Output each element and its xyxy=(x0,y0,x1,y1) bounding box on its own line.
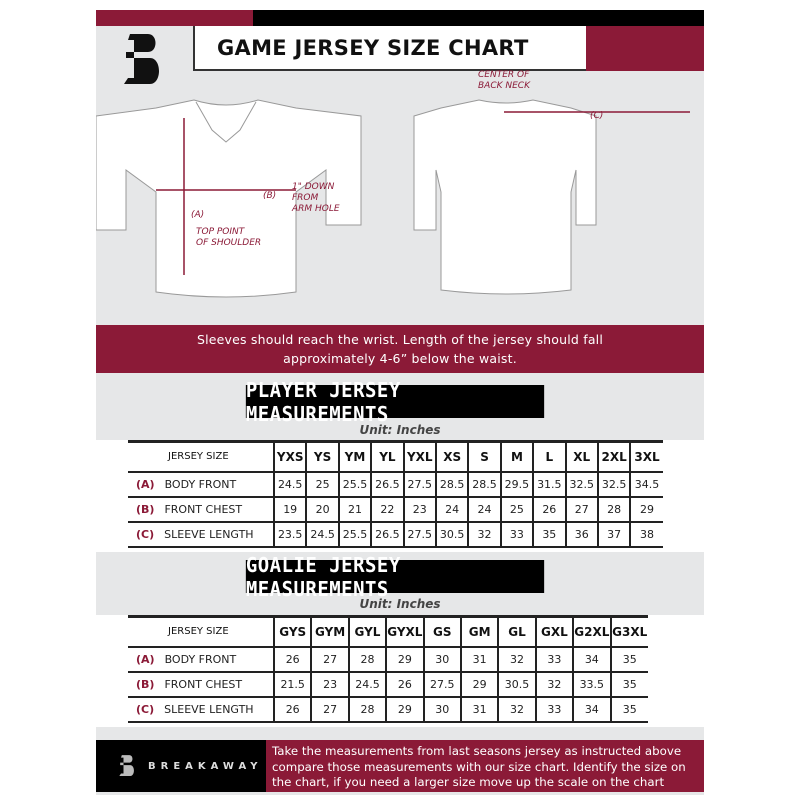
jersey-size-header: JERSEY SIZE xyxy=(128,442,274,472)
measurement-cell: 21.5 xyxy=(274,672,311,697)
row-letter: (A) xyxy=(136,652,155,666)
size-header-g2xl: G2XL xyxy=(573,617,610,647)
size-header-gm: GM xyxy=(461,617,498,647)
row-name: BODY FRONT xyxy=(164,477,237,491)
measurement-cell: 35 xyxy=(611,697,648,722)
label-a: (A) xyxy=(191,210,205,220)
goalie-unit: Unit: Inches xyxy=(359,597,441,611)
size-header-m: M xyxy=(501,442,533,472)
table-header-row xyxy=(128,442,663,472)
row-label xyxy=(128,497,274,522)
row-label xyxy=(128,672,274,697)
measurement-cell: 24.5 xyxy=(349,672,386,697)
footer-brand xyxy=(96,740,266,792)
measurement-cell: 35 xyxy=(611,672,648,697)
measurement-cell: 30 xyxy=(424,697,461,722)
measurement-cell: 26.5 xyxy=(371,522,403,547)
measurement-cell: 25 xyxy=(501,497,533,522)
measurement-cell: 33.5 xyxy=(573,672,610,697)
page-title: GAME JERSEY SIZE CHART xyxy=(193,26,586,71)
measurement-cell: 33 xyxy=(536,697,573,722)
player-size-table xyxy=(128,440,663,548)
jersey-size-header: JERSEY SIZE xyxy=(128,617,274,647)
table-row xyxy=(128,647,648,672)
size-header-yxl: YXL xyxy=(404,442,436,472)
measurement-cell: 24 xyxy=(468,497,500,522)
player-section-title: PLAYER JERSEY MEASUREMENTS xyxy=(246,385,544,418)
size-header-2xl: 2XL xyxy=(598,442,630,472)
row-name: FRONT CHEST xyxy=(164,677,243,691)
measurement-cell: 24 xyxy=(436,497,468,522)
title-accent-block xyxy=(586,26,704,71)
measurement-cell: 23.5 xyxy=(274,522,306,547)
top-accent-bar xyxy=(96,10,253,26)
measurement-cell: 29 xyxy=(630,497,662,522)
size-header-gyl: GYL xyxy=(349,617,386,647)
row-label xyxy=(128,697,274,722)
size-header-ys: YS xyxy=(306,442,338,472)
banner-line-1: Sleeves should reach the wrist. Length of the jersey should fall xyxy=(196,332,604,347)
measurement-cell: 31 xyxy=(461,697,498,722)
size-header-gxl: GXL xyxy=(536,617,573,647)
size-header-gl: GL xyxy=(498,617,535,647)
measurement-cell: 23 xyxy=(404,497,436,522)
size-header-xs: XS xyxy=(436,442,468,472)
measurement-cell: 20 xyxy=(306,497,338,522)
table-row xyxy=(128,472,663,497)
measurement-cell: 27.5 xyxy=(424,672,461,697)
measurement-cell: 28 xyxy=(349,647,386,672)
fit-instructions-banner xyxy=(96,325,704,373)
measurement-cell: 32 xyxy=(468,522,500,547)
measurement-cell: 37 xyxy=(598,522,630,547)
measurement-cell: 27 xyxy=(311,697,348,722)
measurement-cell: 28 xyxy=(349,697,386,722)
table-row xyxy=(128,697,648,722)
size-chart-page xyxy=(96,10,704,795)
size-header-yl: YL xyxy=(371,442,403,472)
measurement-cell: 24.5 xyxy=(306,522,338,547)
size-header-gys: GYS xyxy=(274,617,311,647)
measurement-cell: 25 xyxy=(306,472,338,497)
goalie-size-table xyxy=(128,615,648,723)
measurement-cell: 35 xyxy=(611,647,648,672)
measurement-cell: 26 xyxy=(386,672,423,697)
measurement-cell: 28.5 xyxy=(468,472,500,497)
measurement-cell: 27 xyxy=(566,497,598,522)
brand-name: BREAKAWAY xyxy=(148,760,263,772)
measurement-cell: 30.5 xyxy=(436,522,468,547)
label-a-desc: TOP POINT OF SHOULDER xyxy=(196,227,262,248)
size-header-ym: YM xyxy=(339,442,371,472)
measurement-cell: 26 xyxy=(533,497,565,522)
measurement-cell: 32 xyxy=(498,697,535,722)
measurement-cell: 27 xyxy=(311,647,348,672)
row-letter: (B) xyxy=(136,677,155,691)
measurement-cell: 29 xyxy=(461,672,498,697)
row-label xyxy=(128,522,274,547)
size-header-yxs: YXS xyxy=(274,442,306,472)
measurement-cell: 29.5 xyxy=(501,472,533,497)
top-black-bar xyxy=(253,10,704,26)
breakaway-logo-small xyxy=(116,753,136,779)
row-name: BODY FRONT xyxy=(164,652,237,666)
row-letter: (A) xyxy=(136,477,155,491)
measurement-cell: 24.5 xyxy=(274,472,306,497)
row-letter: (C) xyxy=(136,527,155,541)
footer xyxy=(96,740,704,792)
size-header-gyxl: GYXL xyxy=(386,617,423,647)
row-label xyxy=(128,472,274,497)
table-header-row xyxy=(128,617,648,647)
size-header-g3xl: G3XL xyxy=(611,617,648,647)
measurement-cell: 28.5 xyxy=(436,472,468,497)
measurement-cell: 28 xyxy=(598,497,630,522)
measurement-cell: 23 xyxy=(311,672,348,697)
label-b-desc: 1" DOWN FROM ARM HOLE xyxy=(292,182,340,214)
measurement-cell: 38 xyxy=(630,522,662,547)
label-b: (B) xyxy=(263,191,277,201)
footer-note: Take the measurements from last seasons jersey as instructed above compare those measurements with our size chart. Identify the size on the chart, if you need a larger size move up the scale on the chart xyxy=(266,740,704,792)
measurement-cell: 19 xyxy=(274,497,306,522)
measurement-cell: 34.5 xyxy=(630,472,662,497)
label-c: (C) xyxy=(590,111,604,121)
measurement-cell: 32.5 xyxy=(566,472,598,497)
row-label xyxy=(128,647,274,672)
measurement-cell: 26.5 xyxy=(371,472,403,497)
row-name: SLEEVE LENGTH xyxy=(164,527,254,541)
row-name: FRONT CHEST xyxy=(164,502,243,516)
measurement-cell: 21 xyxy=(339,497,371,522)
goalie-section-title: GOALIE JERSEY MEASUREMENTS xyxy=(246,560,544,593)
jersey-diagram xyxy=(96,80,704,320)
row-letter: (B) xyxy=(136,502,155,516)
measurement-cell: 26 xyxy=(274,647,311,672)
measurement-cell: 34 xyxy=(573,697,610,722)
table-row xyxy=(128,522,663,547)
measurement-cell: 22 xyxy=(371,497,403,522)
label-back-neck: CENTER OF BACK NECK xyxy=(478,70,530,91)
row-name: SLEEVE LENGTH xyxy=(164,702,254,716)
measurement-cell: 33 xyxy=(501,522,533,547)
measurement-cell: 29 xyxy=(386,647,423,672)
measurement-cell: 30 xyxy=(424,647,461,672)
measurement-cell: 29 xyxy=(386,697,423,722)
size-header-l: L xyxy=(533,442,565,472)
size-header-s: S xyxy=(468,442,500,472)
measurement-cell: 31.5 xyxy=(533,472,565,497)
measurement-cell: 32.5 xyxy=(598,472,630,497)
measurement-cell: 30.5 xyxy=(498,672,535,697)
player-unit: Unit: Inches xyxy=(359,423,441,437)
table-row xyxy=(128,672,648,697)
measurement-cell: 35 xyxy=(533,522,565,547)
measurement-cell: 27.5 xyxy=(404,472,436,497)
measurement-cell: 34 xyxy=(573,647,610,672)
row-letter: (C) xyxy=(136,702,155,716)
table-row xyxy=(128,497,663,522)
size-header-gym: GYM xyxy=(311,617,348,647)
measurement-cell: 33 xyxy=(536,647,573,672)
measurement-cell: 36 xyxy=(566,522,598,547)
banner-line-2: approximately 4-6” below the waist. xyxy=(283,351,517,366)
measurement-cell: 32 xyxy=(536,672,573,697)
measurement-cell: 26 xyxy=(274,697,311,722)
measurement-cell: 25.5 xyxy=(339,472,371,497)
measurement-cell: 31 xyxy=(461,647,498,672)
size-header-3xl: 3XL xyxy=(630,442,662,472)
size-header-xl: XL xyxy=(566,442,598,472)
measurement-cell: 27.5 xyxy=(404,522,436,547)
back-jersey xyxy=(414,100,596,294)
measurement-cell: 25.5 xyxy=(339,522,371,547)
measurement-cell: 32 xyxy=(498,647,535,672)
size-header-gs: GS xyxy=(424,617,461,647)
